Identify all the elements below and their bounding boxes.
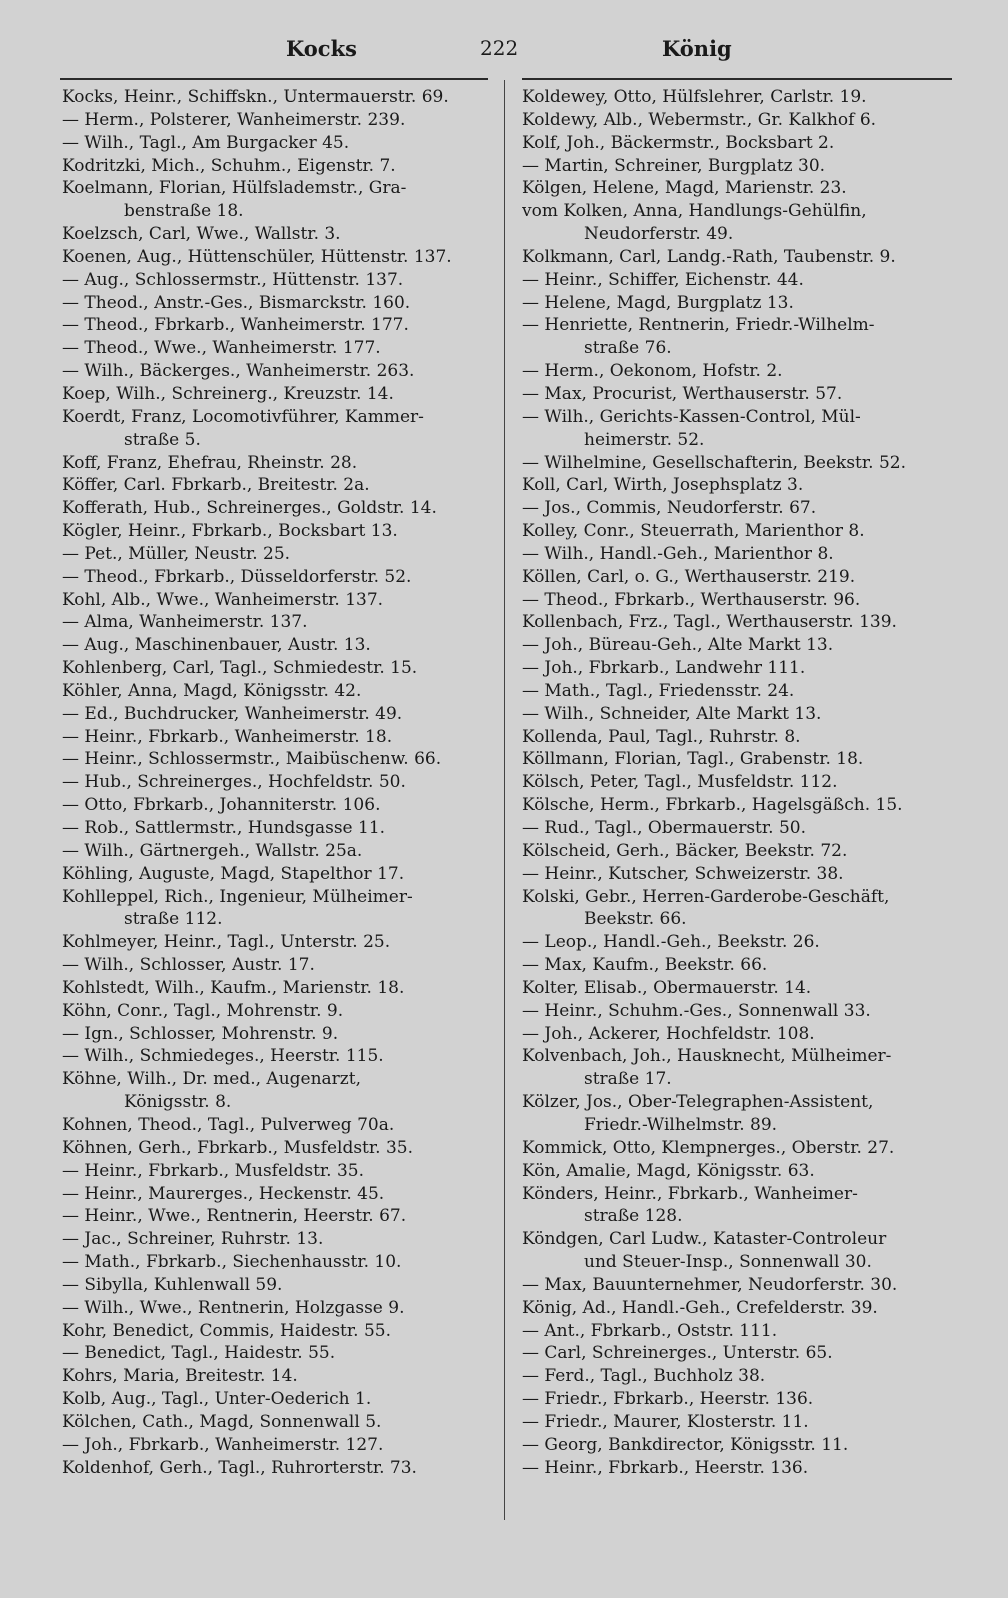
directory-entry: Kohlmeyer, Heinr., Tagl., Unterstr. 25. <box>62 932 391 953</box>
entry-continuation: straße 76. <box>584 338 672 359</box>
directory-entry: Kollenbach, Frz., Tagl., Werthauserstr. 139. <box>522 612 897 633</box>
directory-entry: — Jos., Commis, Neudorferstr. 67. <box>522 498 817 519</box>
directory-entry: Köhler, Anna, Magd, Königsstr. 42. <box>62 680 362 701</box>
directory-entry: — Max, Procurist, Werthauserstr. 57. <box>522 383 843 404</box>
directory-entry: Kohr, Benedict, Commis, Haidestr. 55. <box>62 1320 391 1341</box>
entry-continuation: straße 112. <box>124 909 223 930</box>
directory-entry: Kölsch, Peter, Tagl., Musfeldstr. 112. <box>522 772 838 793</box>
directory-entry: — Leop., Handl.-Geh., Beekstr. 26. <box>522 932 820 953</box>
directory-entry: Koenen, Aug., Hüttenschüler, Hüttenstr. 137. <box>62 246 452 267</box>
directory-entry: — Ign., Schlosser, Mohrenstr. 9. <box>62 1023 339 1044</box>
directory-entry: Koff, Franz, Ehefrau, Rheinstr. 28. <box>62 452 358 473</box>
directory-entry: — Wilh., Bäckerges., Wanheimerstr. 263. <box>62 361 415 382</box>
directory-entry: — Heinr., Schuhm.-Ges., Sonnenwall 33. <box>522 1000 871 1021</box>
directory-entry: Kommick, Otto, Klempnerges., Oberstr. 27. <box>522 1137 895 1158</box>
header-right-keyword: König <box>662 36 732 61</box>
directory-entry: Kölsche, Herm., Fbrkarb., Hagelsgäßch. 15. <box>522 795 903 816</box>
directory-entry: — Wilhelmine, Gesellschafterin, Beekstr. 52. <box>522 452 906 473</box>
directory-entry: — Alma, Wanheimerstr. 137. <box>62 612 308 633</box>
directory-entry: Köllen, Carl, o. G., Werthauserstr. 219. <box>522 566 856 587</box>
directory-entry: — Benedict, Tagl., Haidestr. 55. <box>62 1343 336 1364</box>
entry-continuation: heimerstr. 52. <box>584 429 705 450</box>
directory-entry: — Heinr., Schlossermstr., Maibüschenw. 66. <box>62 749 442 770</box>
directory-entry: Koelzsch, Carl, Wwe., Wallstr. 3. <box>62 224 341 245</box>
directory-entry: — Ed., Buchdrucker, Wanheimerstr. 49. <box>62 703 403 724</box>
directory-entry: Kolb, Aug., Tagl., Unter-Oederich 1. <box>62 1389 372 1410</box>
directory-entry: — Herm., Polsterer, Wanheimerstr. 239. <box>62 109 406 130</box>
directory-entry: Kohnen, Theod., Tagl., Pulverweg 70a. <box>62 1114 395 1135</box>
directory-entry: — Aug., Schlossermstr., Hüttenstr. 137. <box>62 269 404 290</box>
directory-entry: — Wilh., Gärtnergeh., Wallstr. 25a. <box>62 840 363 861</box>
header-left-keyword: Kocks <box>286 36 357 61</box>
directory-entry: Köllmann, Florian, Tagl., Grabenstr. 18. <box>522 749 864 770</box>
directory-entry: Kolf, Joh., Bäckermstr., Bocksbart 2. <box>522 132 835 153</box>
directory-entry: — Heinr., Fbrkarb., Heerstr. 136. <box>522 1457 809 1478</box>
header-rule-left <box>60 78 488 80</box>
directory-entry: Kön, Amalie, Magd, Königsstr. 63. <box>522 1160 815 1181</box>
directory-entry: Köhne, Wilh., Dr. med., Augenarzt, <box>62 1069 361 1090</box>
directory-entry: Kohrs, Maria, Breitestr. 14. <box>62 1366 298 1387</box>
directory-entry: Könders, Heinr., Fbrkarb., Wanheimer- <box>522 1183 858 1204</box>
directory-entry: Koep, Wilh., Schreinerg., Kreuzstr. 14. <box>62 383 394 404</box>
directory-entry: Kodritzki, Mich., Schuhm., Eigenstr. 7. <box>62 155 396 176</box>
entry-continuation: und Steuer-Insp., Sonnenwall 30. <box>584 1252 872 1273</box>
directory-entry: Koerdt, Franz, Locomotivführer, Kammer- <box>62 406 424 427</box>
directory-entry: Koelmann, Florian, Hülfslademstr., Gra- <box>62 178 407 199</box>
directory-entry: — Theod., Fbrkarb., Wanheimerstr. 177. <box>62 315 409 336</box>
directory-entry: — Heinr., Kutscher, Schweizerstr. 38. <box>522 863 844 884</box>
entry-continuation: straße 5. <box>124 429 201 450</box>
entry-continuation: Neudorferstr. 49. <box>584 224 734 245</box>
directory-entry: Kohlenberg, Carl, Tagl., Schmiedestr. 15. <box>62 658 418 679</box>
directory-entry: — Wilh., Wwe., Rentnerin, Holzgasse 9. <box>62 1297 405 1318</box>
directory-entry: Kolter, Elisab., Obermauerstr. 14. <box>522 977 812 998</box>
right-column <box>522 86 957 1479</box>
directory-entry: — Wilh., Tagl., Am Burgacker 45. <box>62 132 350 153</box>
directory-entry: — Theod., Fbrkarb., Düsseldorferstr. 52. <box>62 566 412 587</box>
directory-entry: — Sibylla, Kuhlenwall 59. <box>62 1274 283 1295</box>
directory-entry: — Joh., Büreau-Geh., Alte Markt 13. <box>522 635 834 656</box>
directory-entry: — Wilh., Handl.-Geh., Marienthor 8. <box>522 543 834 564</box>
directory-entry: Köhnen, Gerh., Fbrkarb., Musfeldstr. 35. <box>62 1137 413 1158</box>
directory-entry: — Joh., Fbrkarb., Landwehr 111. <box>522 658 806 679</box>
column-divider <box>504 80 505 1520</box>
page-header <box>0 30 1008 70</box>
directory-entry: — Heinr., Schiffer, Eichenstr. 44. <box>522 269 804 290</box>
directory-entry: — Heinr., Wwe., Rentnerin, Heerstr. 67. <box>62 1206 407 1227</box>
entry-continuation: Beekstr. 66. <box>584 909 687 930</box>
directory-entry: — Max, Kaufm., Beekstr. 66. <box>522 955 768 976</box>
entry-continuation: straße 128. <box>584 1206 683 1227</box>
directory-entry: Kohlstedt, Wilh., Kaufm., Marienstr. 18. <box>62 977 405 998</box>
directory-entry: — Theod., Anstr.-Ges., Bismarckstr. 160. <box>62 292 411 313</box>
directory-entry: — Otto, Fbrkarb., Johanniterstr. 106. <box>62 795 381 816</box>
directory-entry: — Ferd., Tagl., Buchholz 38. <box>522 1366 766 1387</box>
directory-entry: — Hub., Schreinerges., Hochfeldstr. 50. <box>62 772 406 793</box>
directory-entry: — Wilh., Schneider, Alte Markt 13. <box>522 703 822 724</box>
directory-entry: — Henriette, Rentnerin, Friedr.-Wilhelm- <box>522 315 875 336</box>
directory-entry: — Ant., Fbrkarb., Oststr. 111. <box>522 1320 778 1341</box>
header-rule-right <box>522 78 952 80</box>
directory-entry: Koll, Carl, Wirth, Josephsplatz 3. <box>522 475 804 496</box>
directory-entry: Koldewey, Otto, Hülfslehrer, Carlstr. 19. <box>522 87 867 107</box>
directory-entry: Kollenda, Paul, Tagl., Ruhrstr. 8. <box>522 726 801 747</box>
directory-entry: Kölgen, Helene, Magd, Marienstr. 23. <box>522 178 847 199</box>
entry-continuation: straße 17. <box>584 1069 672 1090</box>
directory-entry: Kögler, Heinr., Fbrkarb., Bocksbart 13. <box>62 521 398 542</box>
directory-entry: Koldenhof, Gerh., Tagl., Ruhrorterstr. 73. <box>62 1457 417 1478</box>
directory-entry: König, Ad., Handl.-Geh., Crefelderstr. 39. <box>522 1297 878 1318</box>
directory-entry: Kofferath, Hub., Schreinerges., Goldstr. 14. <box>62 498 437 519</box>
entry-continuation: Friedr.-Wilhelmstr. 89. <box>584 1114 778 1135</box>
directory-entry: — Wilh., Gerichts-Kassen-Control, Mül- <box>522 406 861 427</box>
directory-entry: — Carl, Schreinerges., Unterstr. 65. <box>522 1343 833 1364</box>
directory-entry: — Wilh., Schmiedeges., Heerstr. 115. <box>62 1046 384 1067</box>
directory-entry: — Wilh., Schlosser, Austr. 17. <box>62 955 315 976</box>
directory-entry: Kölscheid, Gerh., Bäcker, Beekstr. 72. <box>522 840 848 861</box>
directory-entry: Kocks, Heinr., Schiffskn., Untermauerstr. 69. <box>62 87 449 107</box>
directory-entry: — Rud., Tagl., Obermauerstr. 50. <box>522 818 806 838</box>
directory-entry: Köndgen, Carl Ludw., Kataster-Controleur <box>522 1229 887 1250</box>
entry-continuation: Königsstr. 8. <box>124 1092 232 1113</box>
directory-entry: — Herm., Oekonom, Hofstr. 2. <box>522 361 783 382</box>
directory-entry: Koldewy, Alb., Webermstr., Gr. Kalkhof 6. <box>522 109 877 130</box>
directory-entry: Kolvenbach, Joh., Hausknecht, Mülheimer- <box>522 1046 892 1067</box>
page-number: 222 <box>480 36 519 60</box>
directory-entry: — Rob., Sattlermstr., Hundsgasse 11. <box>62 818 386 838</box>
directory-entry: Kolkmann, Carl, Landg.-Rath, Taubenstr. 9. <box>522 246 896 267</box>
directory-entry: — Jac., Schreiner, Ruhrstr. 13. <box>62 1229 324 1250</box>
directory-entry: — Heinr., Fbrkarb., Wanheimerstr. 18. <box>62 726 393 747</box>
directory-entry: — Friedr., Fbrkarb., Heerstr. 136. <box>522 1389 814 1410</box>
directory-entry: Kolley, Conr., Steuerrath, Marienthor 8. <box>522 521 865 542</box>
directory-entry: Kolski, Gebr., Herren-Garderobe-Geschäft, <box>522 886 890 907</box>
directory-entry: Kölchen, Cath., Magd, Sonnenwall 5. <box>62 1411 382 1432</box>
directory-entry: Kohl, Alb., Wwe., Wanheimerstr. 137. <box>62 589 384 610</box>
left-column <box>62 86 497 1479</box>
directory-entry: — Heinr., Maurerges., Heckenstr. 45. <box>62 1183 385 1204</box>
directory-entry: Köhling, Auguste, Magd, Stapelthor 17. <box>62 863 405 884</box>
directory-entry: — Georg, Bankdirector, Königsstr. 11. <box>522 1434 849 1455</box>
directory-entry: — Pet., Müller, Neustr. 25. <box>62 543 291 564</box>
directory-entry: — Friedr., Maurer, Klosterstr. 11. <box>522 1411 809 1432</box>
directory-entry: — Math., Tagl., Friedensstr. 24. <box>522 680 795 701</box>
directory-entry: — Max, Bauunternehmer, Neudorferstr. 30. <box>522 1274 898 1295</box>
directory-entry: — Aug., Maschinenbauer, Austr. 13. <box>62 635 371 656</box>
directory-entry: Kölzer, Jos., Ober-Telegraphen-Assistent, <box>522 1092 874 1113</box>
directory-entry: — Theod., Wwe., Wanheimerstr. 177. <box>62 338 381 359</box>
entry-continuation: benstraße 18. <box>124 201 244 222</box>
directory-entry: — Martin, Schreiner, Burgplatz 30. <box>522 155 826 176</box>
directory-entry: — Joh., Fbrkarb., Wanheimerstr. 127. <box>62 1434 384 1455</box>
directory-entry: — Math., Fbrkarb., Siechenhausstr. 10. <box>62 1252 402 1273</box>
directory-entry: — Joh., Ackerer, Hochfeldstr. 108. <box>522 1023 815 1044</box>
directory-entry: vom Kolken, Anna, Handlungs-Gehülfin, <box>522 201 867 222</box>
directory-entry: — Helene, Magd, Burgplatz 13. <box>522 292 794 313</box>
directory-entry: Kohlleppel, Rich., Ingenieur, Mülheimer- <box>62 886 413 907</box>
directory-entry: — Heinr., Fbrkarb., Musfeldstr. 35. <box>62 1160 365 1181</box>
directory-entry: Köffer, Carl. Fbrkarb., Breitestr. 2a. <box>62 475 370 496</box>
directory-entry: Köhn, Conr., Tagl., Mohrenstr. 9. <box>62 1000 344 1021</box>
directory-entry: — Theod., Fbrkarb., Werthauserstr. 96. <box>522 589 861 610</box>
